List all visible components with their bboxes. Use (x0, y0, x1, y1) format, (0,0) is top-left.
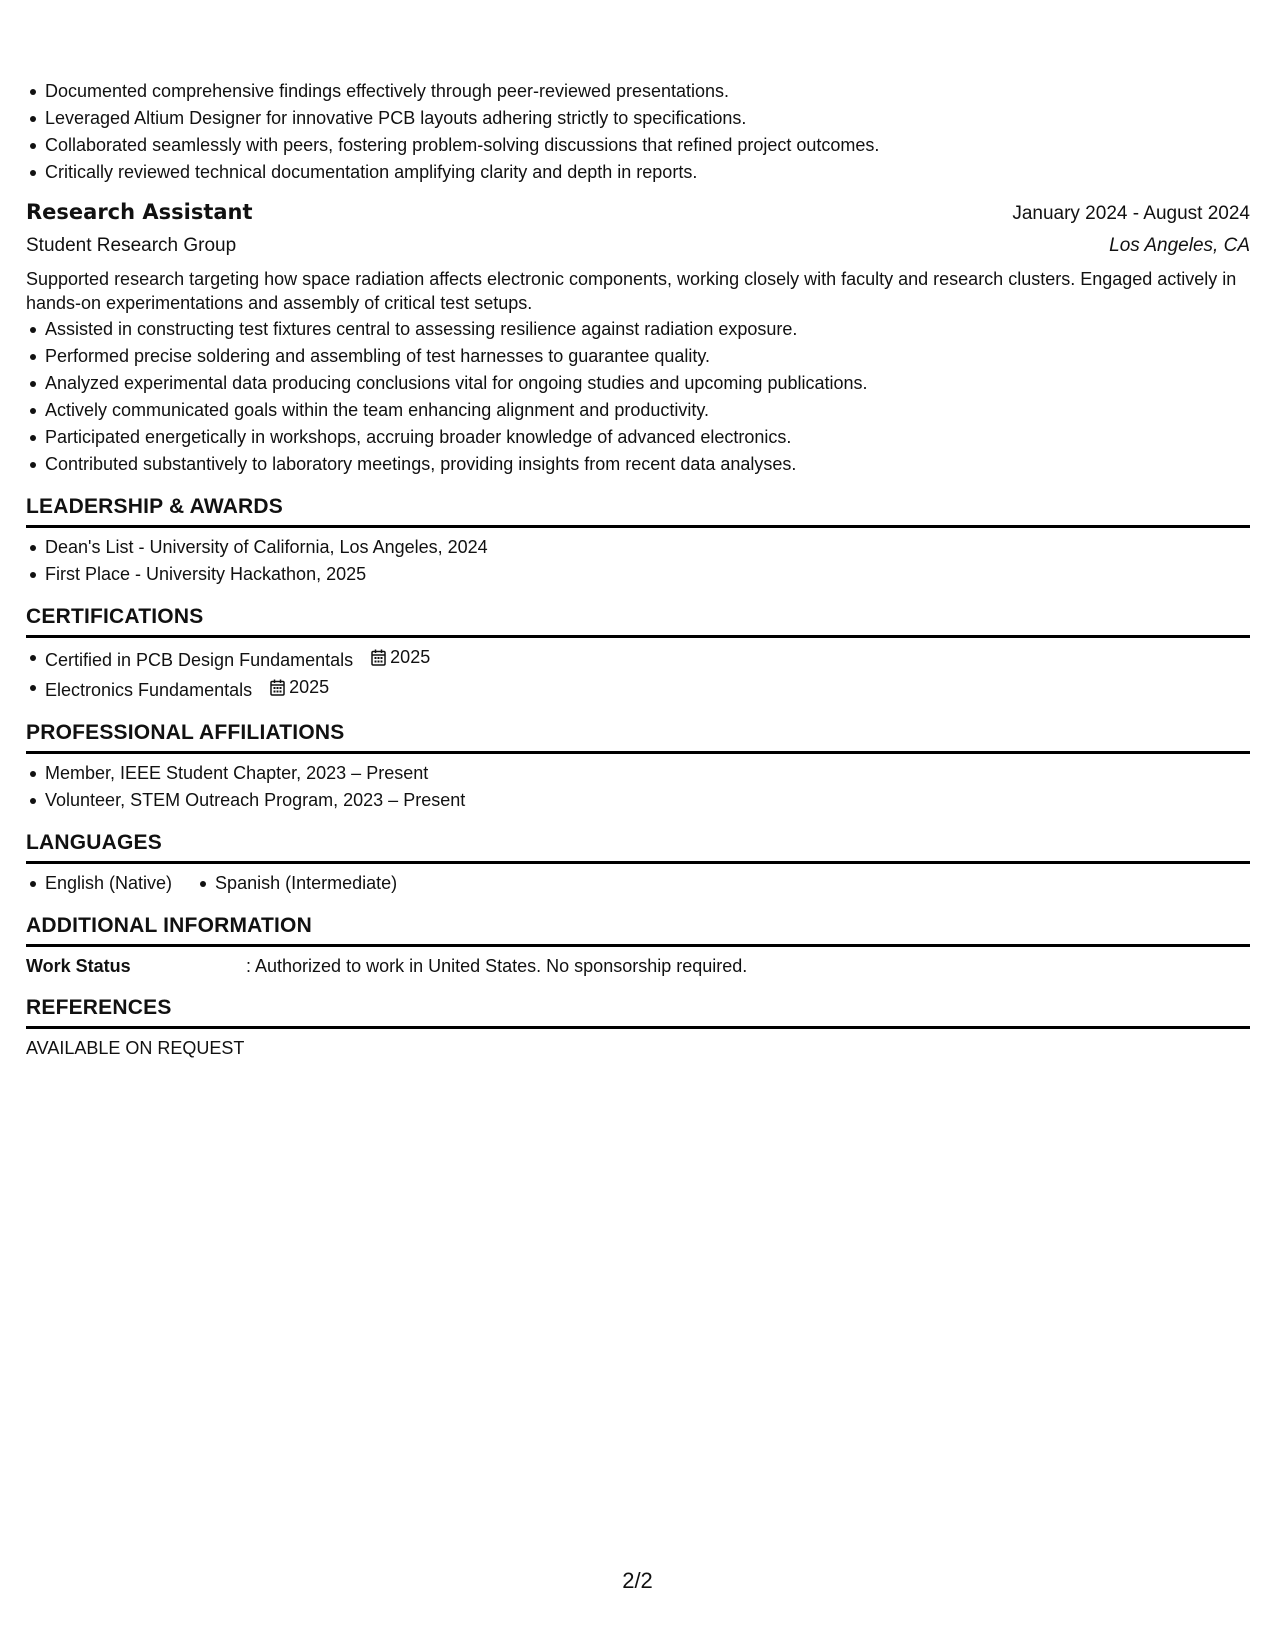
job-description: Supported research targeting how space radiation affects electronic components, working closely with faculty and research clusters. Engaged actively in hands-on experimentations and assembly of critical test setups. (26, 269, 1237, 313)
job-title: Research Assistant (26, 200, 253, 224)
list-item: Collaborated seamlessly with peers, fostering problem-solving discussions that refined project outcomes. (26, 132, 1250, 159)
leadership-section (26, 494, 1250, 588)
list-item (26, 644, 1250, 674)
certification-year: 2025 (289, 677, 330, 697)
section-title: CERTIFICATIONS (26, 604, 1250, 638)
work-status-value: : Authorized to work in United States. No sponsorship required. (246, 956, 748, 976)
languages-section (26, 830, 1250, 897)
list-item: Leveraged Altium Designer for innovative PCB layouts adhering strictly to specifications. (26, 105, 1250, 132)
previous-job-bullets (26, 78, 1250, 186)
list-item: Contributed substantively to laboratory meetings, providing insights from recent data analyses. (26, 451, 1250, 478)
calendar-icon (270, 679, 285, 696)
list-item: Analyzed experimental data producing conclusions vital for ongoing studies and upcoming publications. (26, 370, 1250, 397)
list-item: Actively communicated goals within the team enhancing alignment and productivity. (26, 397, 1250, 424)
job-location: Los Angeles, CA (1109, 235, 1250, 256)
list-item: Spanish (Intermediate) (196, 870, 397, 897)
additional-info-section (26, 913, 1250, 979)
list-item: First Place - University Hackathon, 2025 (26, 561, 1250, 588)
certification-year: 2025 (390, 647, 431, 667)
job-bullets (26, 316, 1250, 478)
list-item: Volunteer, STEM Outreach Program, 2023 – Present (26, 787, 1250, 814)
list-item: English (Native) (26, 870, 172, 897)
references-section (26, 995, 1250, 1061)
list-item: Dean's List - University of California, Los Angeles, 2024 (26, 534, 1250, 561)
list-item: Assisted in constructing test fixtures central to assessing resilience against radiation exposure. (26, 316, 1250, 343)
certification-name: Certified in PCB Design Fundamentals (45, 650, 354, 670)
list-item: Participated energetically in workshops, accruing broader knowledge of advanced electronics. (26, 424, 1250, 451)
job-dates: January 2024 - August 2024 (1012, 203, 1250, 224)
resume-page (26, 78, 1250, 1061)
work-status-label: Work Status (26, 956, 131, 976)
calendar-icon (371, 649, 386, 666)
list-item: Performed precise soldering and assembling of test harnesses to guarantee quality. (26, 343, 1250, 370)
section-title: PROFESSIONAL AFFILIATIONS (26, 720, 1250, 754)
references-text: AVAILABLE ON REQUEST (26, 1038, 245, 1058)
job-organization: Student Research Group (26, 235, 237, 256)
list-item (26, 674, 1250, 704)
job-entry (26, 196, 1250, 478)
affiliations-section (26, 720, 1250, 814)
certifications-section (26, 604, 1250, 704)
section-title: LEADERSHIP & AWARDS (26, 494, 1250, 528)
list-item: Member, IEEE Student Chapter, 2023 – Present (26, 760, 1250, 787)
list-item: Critically reviewed technical documentation amplifying clarity and depth in reports. (26, 159, 1250, 186)
page-number: 2/2 (622, 1568, 653, 1593)
section-title: REFERENCES (26, 995, 1250, 1029)
certification-name: Electronics Fundamentals (45, 680, 253, 700)
list-item: Documented comprehensive findings effectively through peer-reviewed presentations. (26, 78, 1250, 105)
section-title: ADDITIONAL INFORMATION (26, 913, 1250, 947)
section-title: LANGUAGES (26, 830, 1250, 864)
